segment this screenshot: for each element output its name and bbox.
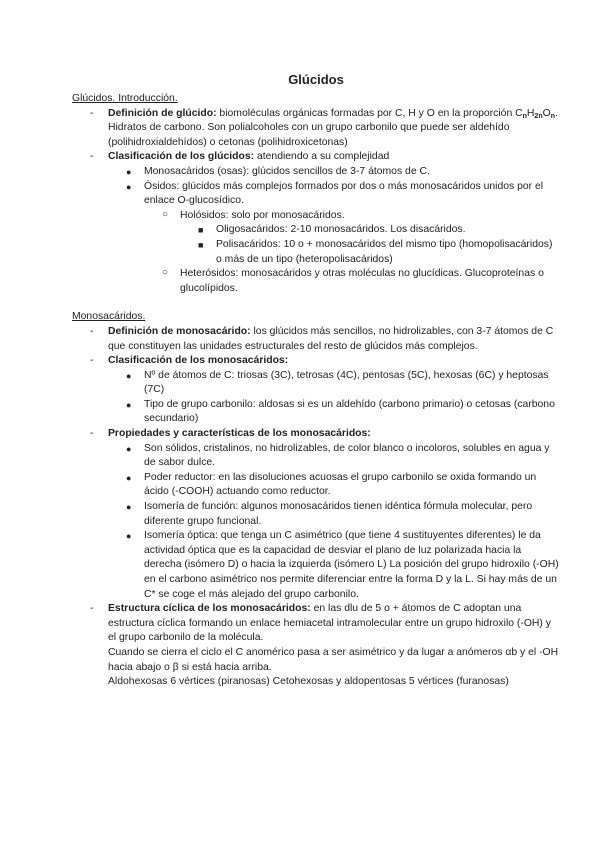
- list-item: [108, 398, 560, 427]
- definition-text: los glúcidos más sencillos, no hidrolizables, con 3-7 átomos de C que constituyen las unidades estructurales del resto de glúcidos más complejos.: [108, 325, 554, 352]
- dash-marker: -: [90, 325, 94, 337]
- item-text: Isomería óptica: que tenga un C asimétrico (que tiene 4 sustituyentes diferentes) le da actividad óptica que es la capacidad de desviar el plano de luz polarizada hacia la derecha (isómero D) o hacia la izquierda (isómero L) La posición del grupo hidroxilo (-OH) en el carbono asimétrico nos permite diferenciar entre la forma D y la L. Si hay más de un C* se coge el más alejado del grupo carbonilo.: [144, 530, 559, 600]
- list-item: [144, 267, 560, 296]
- formula-text: H: [526, 107, 535, 119]
- list-item: [108, 165, 560, 180]
- item-text: Holósidos: solo por monosacáridos.: [180, 209, 345, 221]
- sublist: [108, 369, 560, 427]
- bullet-marker: ●: [126, 181, 132, 192]
- square-marker: ■: [198, 239, 204, 250]
- formula-text: O: [542, 107, 551, 119]
- item-text: Heterósidos: monosacáridos y otras moléculas no glucídicas. Glucoproteínas o glucolípidos.: [180, 268, 544, 294]
- monosacaridos-list: [72, 325, 560, 690]
- item-text: Tipo de grupo carbonilo: aldosas si es un aldehído (carbono primario) o cetosas (carbono secundario): [144, 398, 555, 425]
- term-label: Estructura cíclica de los monosacáridos:: [108, 603, 311, 615]
- item-text: Polisacáridos: 10 o + monosacáridos del mismo tipo (homopolisacáridos) o más de un tipo (heteropolisacáridos): [216, 238, 553, 265]
- list-item: [108, 180, 560, 297]
- item-text: Oligosacáridos: 2-10 monosacáridos. Los disacáridos.: [216, 224, 466, 236]
- bullet-marker: ●: [126, 443, 132, 454]
- sublist: [144, 209, 560, 297]
- list-item-clasificacion-glucidos: [72, 150, 560, 296]
- dash-marker: -: [90, 107, 94, 119]
- dash-marker: -: [90, 603, 94, 615]
- list-item-estructura-ciclica: [72, 602, 560, 690]
- subscript: 2n: [534, 112, 543, 120]
- bullet-marker: ●: [126, 472, 132, 483]
- dash-marker: -: [90, 151, 94, 163]
- term-label: Definición de monosacárido:: [108, 325, 251, 337]
- list-item-clasificacion-monosacaridos: [72, 354, 560, 427]
- list-item: [108, 442, 560, 471]
- section-heading-monosacaridos: Monosacáridos.: [72, 311, 146, 323]
- dash-marker: -: [90, 428, 94, 440]
- definition-text: biomoléculas orgánicas formadas por C, H y O en la proporción C: [216, 107, 523, 119]
- term-label: Clasificación de los glúcidos:: [108, 151, 255, 163]
- section-heading-introduccion: Glúcidos. Introducción.: [72, 93, 178, 104]
- list-item: [180, 238, 560, 267]
- bullet-marker: ●: [126, 502, 132, 513]
- list-item: [108, 529, 560, 602]
- bullet-marker: ●: [126, 531, 132, 542]
- item-text: Poder reductor: en las disoluciones acuosas el grupo carbonilo se oxida formando un ácido (-COOH) actuando como reductor.: [144, 471, 537, 498]
- bullet-marker: ●: [126, 370, 132, 381]
- subscript: n: [550, 112, 555, 120]
- definition-text: en las dlu de 5 o + átomos de C adoptan una estructura cíclica formando un enlace hemiacetal intramolecular entre un grupo hidroxilo (-OH) y el grupo carbonilo de la molécula.: [108, 603, 551, 644]
- paragraph-text: Cuando se cierra el ciclo el C anomérico pasa a ser asimétrico y da lugar a anómeros αb y el -OH hacia abajo o β si está hacia arriba.: [108, 646, 559, 673]
- list-item: [108, 500, 560, 529]
- list-item: [180, 223, 560, 238]
- item-text: Monosacáridos (osas): glúcidos sencillos de 3-7 átomos de C.: [144, 165, 430, 177]
- list-item: [108, 471, 560, 500]
- definition-text: atendiendo a su complejidad: [254, 151, 390, 163]
- intro-list: [72, 107, 560, 297]
- bullet-marker: ●: [126, 399, 132, 410]
- bullet-marker: ●: [126, 166, 132, 177]
- subscript: n: [522, 112, 527, 120]
- sublist: [180, 223, 560, 267]
- square-marker: ■: [198, 225, 204, 236]
- term-label: Definición de glúcido:: [108, 107, 217, 119]
- document-title: Glúcidos: [288, 72, 344, 87]
- item-text: Isomería de función: algunos monosacáridos tienen idéntica fórmula molecular, pero diferente grupo funcional.: [144, 501, 533, 527]
- circle-marker: ○: [162, 208, 169, 220]
- term-label: Clasificación de los monosacáridos:: [108, 355, 289, 367]
- definition-text: . Hidratos de carbono. Son polialcoholes con un grupo carbonilo que puede ser aldehído (polihidroxialdehídos) o cetonas (polihidroxicetonas): [108, 107, 558, 148]
- circle-marker: ○: [162, 267, 169, 279]
- item-text: Son sólidos, cristalinos, no hidrolizables, de color blanco o incoloros, solubles en agua y de sabor dulce.: [144, 442, 550, 469]
- list-item: [108, 369, 560, 398]
- list-item-definicion-monosacarido: [72, 325, 560, 354]
- item-text: Nº de átomos de C: triosas (3C), tetrosas (4C), pentosas (5C), hexosas (6C) y heptosas (7C): [144, 369, 549, 396]
- list-item-definicion-glucido: [72, 107, 560, 151]
- item-text: Ósidos: glúcidos más complejos formados por dos o más monosacáridos unidos por el enlace O-glucosídico.: [144, 180, 544, 207]
- paragraph-text: Aldohexosas 6 vértices (piranosas) Cetohexosas y aldopentosas 5 vértices (furanosas): [108, 676, 509, 688]
- list-item-propiedades: [72, 427, 560, 602]
- term-label: Propiedades y características de los monosacáridos:: [108, 428, 371, 440]
- dash-marker: -: [90, 355, 94, 367]
- list-item: [144, 209, 560, 267]
- sublist: [108, 442, 560, 603]
- sublist: [108, 165, 560, 296]
